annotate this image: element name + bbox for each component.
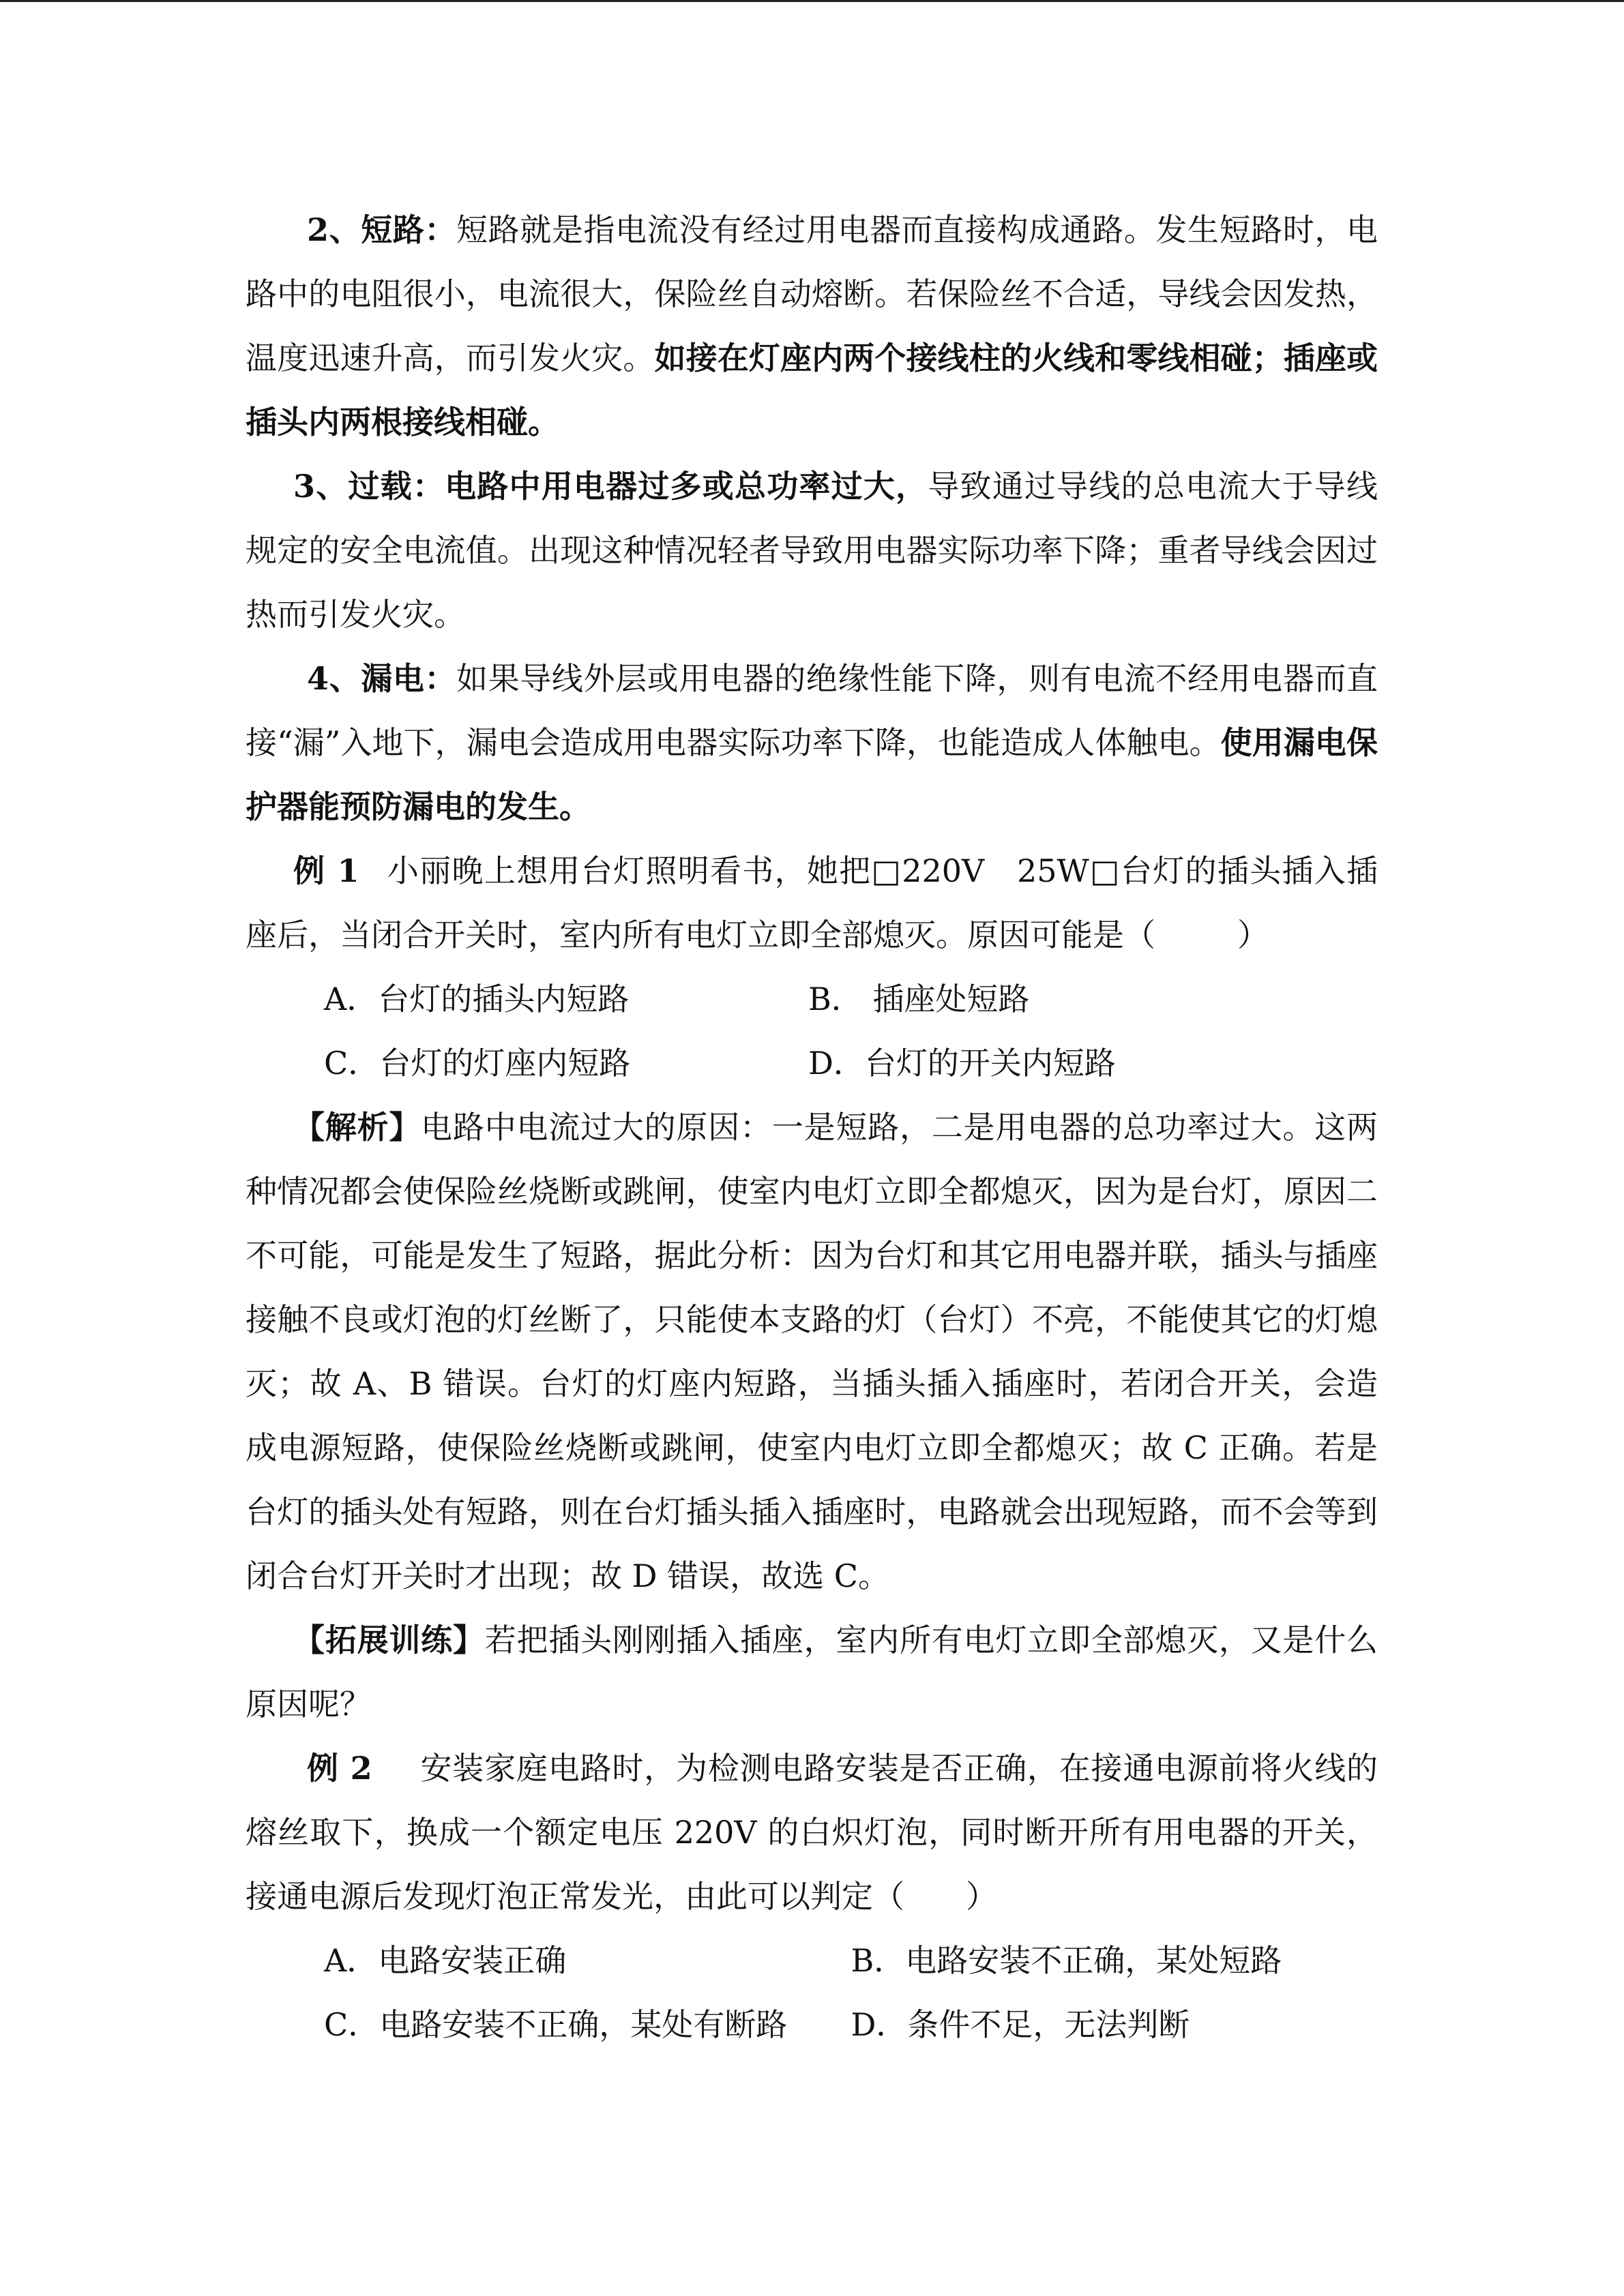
paragraph-short-circuit: [246, 198, 1378, 454]
example-2-option-a: A．电路安装正确: [324, 1942, 567, 1979]
document-page: [246, 198, 1378, 2057]
example-2-options-row-1: [246, 1928, 1378, 1993]
example-1-option-c: C．台灯的灯座内短路: [324, 1045, 631, 1082]
paragraph-leakage: [246, 646, 1378, 839]
example-1-close-paren: ）: [1237, 916, 1269, 953]
example-2-close-paren: ）: [966, 1878, 997, 1915]
analysis-paragraph: [246, 1095, 1378, 1608]
leakage-heading: 4、漏电：: [307, 660, 457, 697]
example-1-option-d: D．台灯的开关内短路: [808, 1045, 1116, 1082]
example-1-options-row-1: [246, 967, 1378, 1031]
overload-bold-text: 电路中用电器过多或总功率过大，: [445, 468, 928, 505]
short-circuit-text: 短路就是指电流没有经过用电器而直接构成通路。发生短路时，电路中的电阻很小，电流很大，保险丝自动熔断。若保险丝不合适，导线会因发热，温度迅速升高，而引发火灾。: [246, 211, 1378, 376]
overload-text: 导致通过导线的总电流大于导线规定的安全电流值。出现这种情况轻者导致用电器实际功率下降；重者导线会因过热而引发火灾。: [246, 468, 1378, 633]
example-1-option-b: B． 插座处短路: [808, 981, 1030, 1017]
extension-paragraph: [246, 1608, 1378, 1736]
short-circuit-examples: 如接在灯座内两个接线柱的火线和零线相碰；插座或插头内两根接线相碰。: [246, 340, 1378, 441]
example-2-label: 例 2: [307, 1750, 372, 1787]
example-2-options-row-2: [246, 1993, 1378, 2057]
extension-text: 若把插头刚刚插入插座，室内所有电灯立即全部熄灭，又是什么原因呢？: [246, 1622, 1378, 1723]
analysis-label: 【解析】: [293, 1109, 422, 1146]
example-1-text: 小丽晚上想用台灯照明看书，她把□220V 25W□台灯的插头插入插座后，当闭合开关时，室内所有电灯立即全部熄灭。原因可能是（: [246, 852, 1378, 953]
leakage-conclusion: 使用漏电保护器能预防漏电的发生。: [246, 724, 1378, 825]
extension-label: 【拓展训练】: [293, 1622, 485, 1658]
example-2-option-c: C．电路安装不正确，某处有断路: [324, 2006, 788, 2043]
example-1-label: 例 1: [293, 852, 359, 889]
short-circuit-heading: 2、短路：: [307, 211, 457, 248]
example-1-option-a: A．台灯的插头内短路: [324, 981, 630, 1017]
example-1-options-row-2: [246, 1031, 1378, 1095]
example-2-option-b: B．电路安装不正确，某处短路: [851, 1942, 1282, 1979]
paragraph-overload: [246, 454, 1378, 646]
example-2-question: [246, 1736, 1378, 1928]
page-top-border: [0, 0, 1624, 2]
leakage-text: 如果导线外层或用电器的绝缘性能下降，则有电流不经用电器而直接“漏”入地下，漏电会造成用电器实际功率下降，也能造成人体触电。: [246, 660, 1378, 761]
overload-heading: 3、过载：: [293, 468, 445, 505]
example-2-text: 安装家庭电路时，为检测电路安装是否正确，在接通电源前将火线的熔丝取下，换成一个额定电压 220V 的白炽灯泡，同时断开所有用电器的开关，接通电源后发现灯泡正常发光，由此可以判定（: [246, 1750, 1378, 1915]
example-2-option-d: D．条件不足，无法判断: [851, 2006, 1190, 2043]
analysis-text: 电路中电流过大的原因：一是短路，二是用电器的总功率过大。这两种情况都会使保险丝烧断或跳闸，使室内电灯立即全都熄灭，因为是台灯，原因二不可能，可能是发生了短路，据此分析：因为台灯和其它用电器并联，插头与插座接触不良或灯泡的灯丝断了，只能使本支路的灯（台灯）不亮，不能使其它的灯熄灭；故 A、B 错误。台灯的灯座内短路，当插头插入插座时，若闭合开关，会造成电源短路，使保险丝烧断或跳闸，使室内电灯立即全都熄灭；故 C 正确。若是台灯的插头处有短路，则在台灯插头插入插座时，电路就会出现短路，而不会等到闭合台灯开关时才出现；故 D 错误，故选 C。: [246, 1109, 1378, 1594]
example-1-question: [246, 839, 1378, 967]
